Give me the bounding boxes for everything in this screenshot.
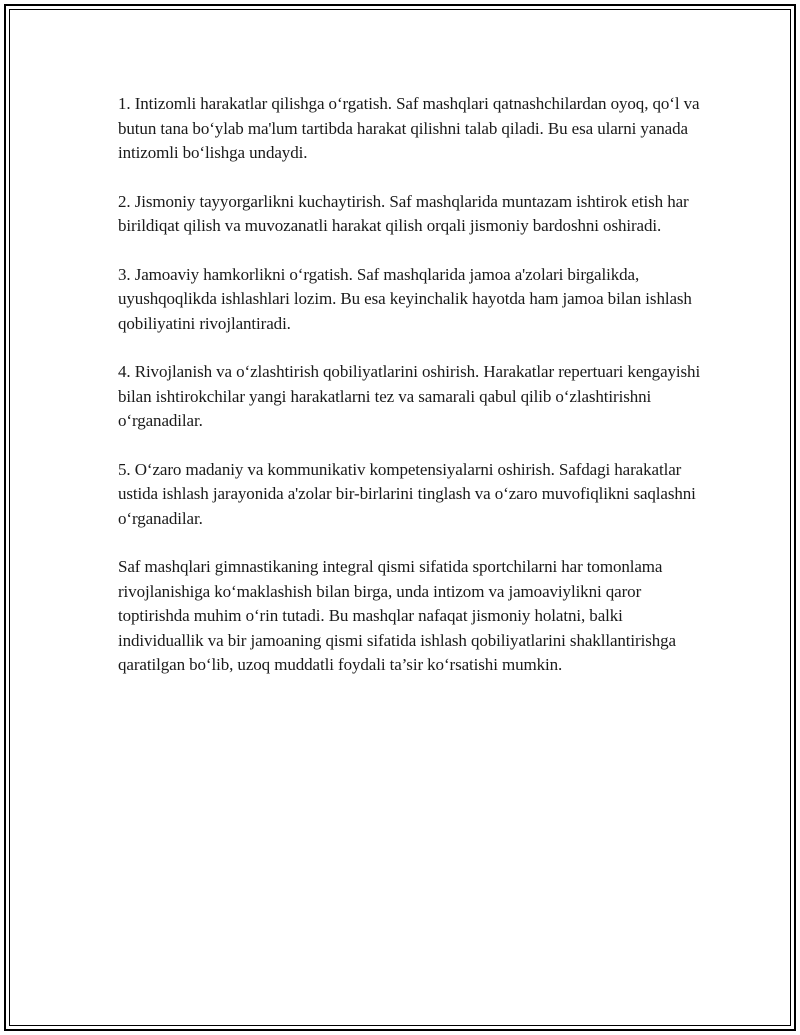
paragraph-team-cooperation: 3. Jamoaviy hamkorlikni o‘rgatish. Saf mashqlarida jamoa a'zolari birgalikda, uyushqoqlikda ishlashlari lozim. Bu esa keyinchalik hayotda ham jamoa bilan ishlash qobiliyatini rivojlantiradi. — [118, 264, 692, 333]
paragraph-communication-competence: 5. O‘zaro madaniy va kommunikativ kompetensiyalarni oshirish. Safdagi harakatlar ustida ishlash jarayonida a'zolar bir-birlarini tinglash va o‘zaro muvofiqlikni saqlashni o‘rganadilar. — [118, 459, 696, 528]
paragraph-discipline: 1. Intizomli harakatlar qilishga o‘rgatish. Saf mashqlari qatnashchilardan oyoq, qo‘l va butun tana bo‘ylab ma'lum tartibda harakat qilishni talab qiladi. Bu esa ularni yanada intizomli bo‘lishga undaydi. — [118, 94, 700, 162]
document-body — [118, 92, 704, 702]
paragraph-physical-preparation: 2. Jismoniy tayyorgarlikni kuchaytirish. Saf mashqlarida muntazam ishtirok etish har birildiqat qilish va muvozanatli harakat qilish orqali jismoniy bardoshni oshiradi. — [118, 191, 689, 235]
paragraph-development-skills: 4. Rivojlanish va o‘zlashtirish qobiliyatlarini oshirish. Harakatlar repertuari kengayishi bilan ishtirokchilar yangi harakatlarni tez va samarali qabul qilib o‘zlashtirishni o‘rganadilar. — [118, 362, 701, 430]
paragraph-conclusion: Saf mashqlari gimnastikaning integral qismi sifatida sportchilarni har tomonlama rivojlanishiga ko‘maklashish bilan birga, unda intizom va jamoaviylikni qaror toptirishda muhim o‘rin tutadi. Bu mashqlar nafaqat jismoniy holatni, balki individuallik va bir jamoaning qismi sifatida ishlash qobiliyatlarini shakllantirishga qaratilgan bo‘lib, uzoq muddatli foydali ta’sir ko‘rsatishi mumkin. — [118, 557, 676, 674]
